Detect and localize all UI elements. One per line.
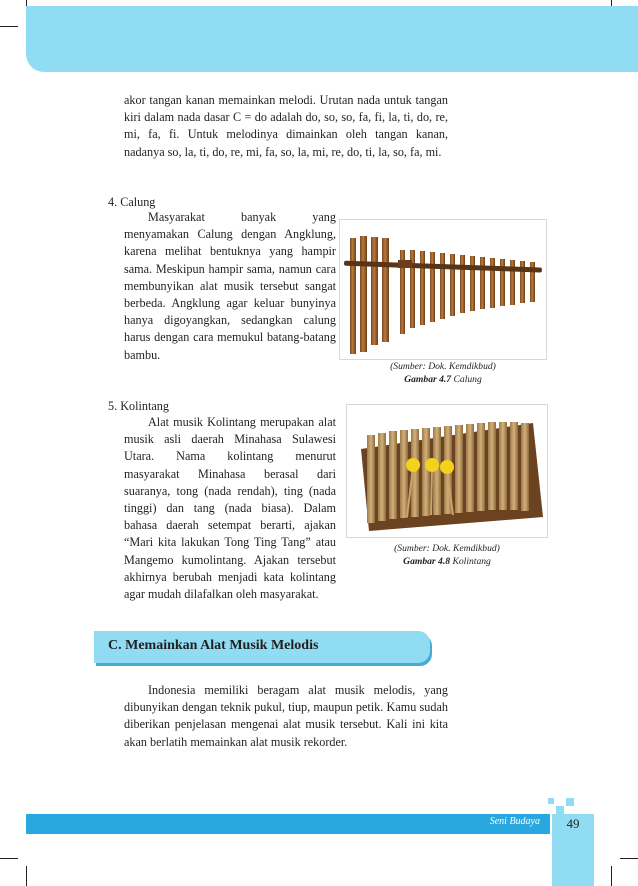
kolintang-caption-source: (Sumber: Dok. Kemdikbud) [394,543,500,554]
crop-mark [0,26,18,27]
kolintang-caption-title [372,555,522,568]
kolintang-illustration [347,405,547,537]
kolintang-image [346,404,548,538]
calung-caption-title [368,373,518,386]
top-banner [26,6,638,72]
calung-image [339,219,547,360]
crop-mark [0,858,18,859]
section-body: Indonesia memiliki beragam alat musik melodis, yang dibunyikan dengan teknik pukul, tiup, maupun petik. Kamu sudah diberikan penjelasan mengenai alat musik tersebut. Kali ini kita akan berlatih memainkan alat musik rekorder. [124,683,448,749]
calung-caption-label: Gambar 4.7 [404,374,452,385]
footer-book-title: Seni Budaya [489,816,540,827]
calung-body: Masyarakat banyak yang menyamakan Calung dengan Angklung, karena melihat bentuknya yang hampir sama. Meskipun hampir sama, namun cara membunyikan alat musik tersebut sangat berbeda. Angklung agar keluar bunyinya hanya digoyangkan, sedangkan calung harus dengan cara memukul batang-batang bambu. [124,210,336,362]
section-title: C. Memainkan Alat Musik Melodis [108,638,319,653]
crop-mark [620,858,638,859]
kolintang-body: Alat musik Kolintang merupakan alat musik asli daerah Minahasa Sulawesi Utara. Nama kolintang menurut masyarakat Minahasa berasal dari suaranya, tong (nada rendah), ting (nada tinggi) dan tang (nada biasa). Dalam bahasa daerah setempat berarti, ajakan “Mari kita lakukan Tong Ting Tang” atau Mangemo kumolintang. Ajakan tersebut akhirnya berubah menjadi kata kolintang agar mudah dilafalkan oleh masyarakat. [124,415,336,602]
crop-mark [26,866,27,886]
intro-paragraph: akor tangan kanan memainkan melodi. Urutan nada untuk tangan kiri dalam nada dasar C = do adalah do, so, so, fa, fi, la, ti, do, re, mi, fa, fi. Untuk melodinya dimainkan oleh tangan kanan, nadanya so, la, ti, do, re, mi, fa, so, la, mi, re, do, ti, la, so, fa, mi. [124,93,448,159]
kolintang-caption-name: Kolintang [452,556,491,567]
pixel-decoration [548,798,554,804]
kolintang-caption [372,542,522,568]
calung-heading: 4. Calung [108,195,156,209]
kolintang-caption-label: Gambar 4.8 [403,556,451,567]
pixel-decoration [566,798,574,806]
calung-caption-name: Calung [453,374,482,385]
crop-mark [611,866,612,886]
kolintang-heading: 5. Kolintang [108,399,169,413]
pixel-decoration [556,806,564,814]
page-number: 49 [566,816,580,831]
calung-caption [368,360,518,386]
calung-caption-source: (Sumber: Dok. Kemdikbud) [390,361,496,372]
calung-illustration [340,220,546,359]
